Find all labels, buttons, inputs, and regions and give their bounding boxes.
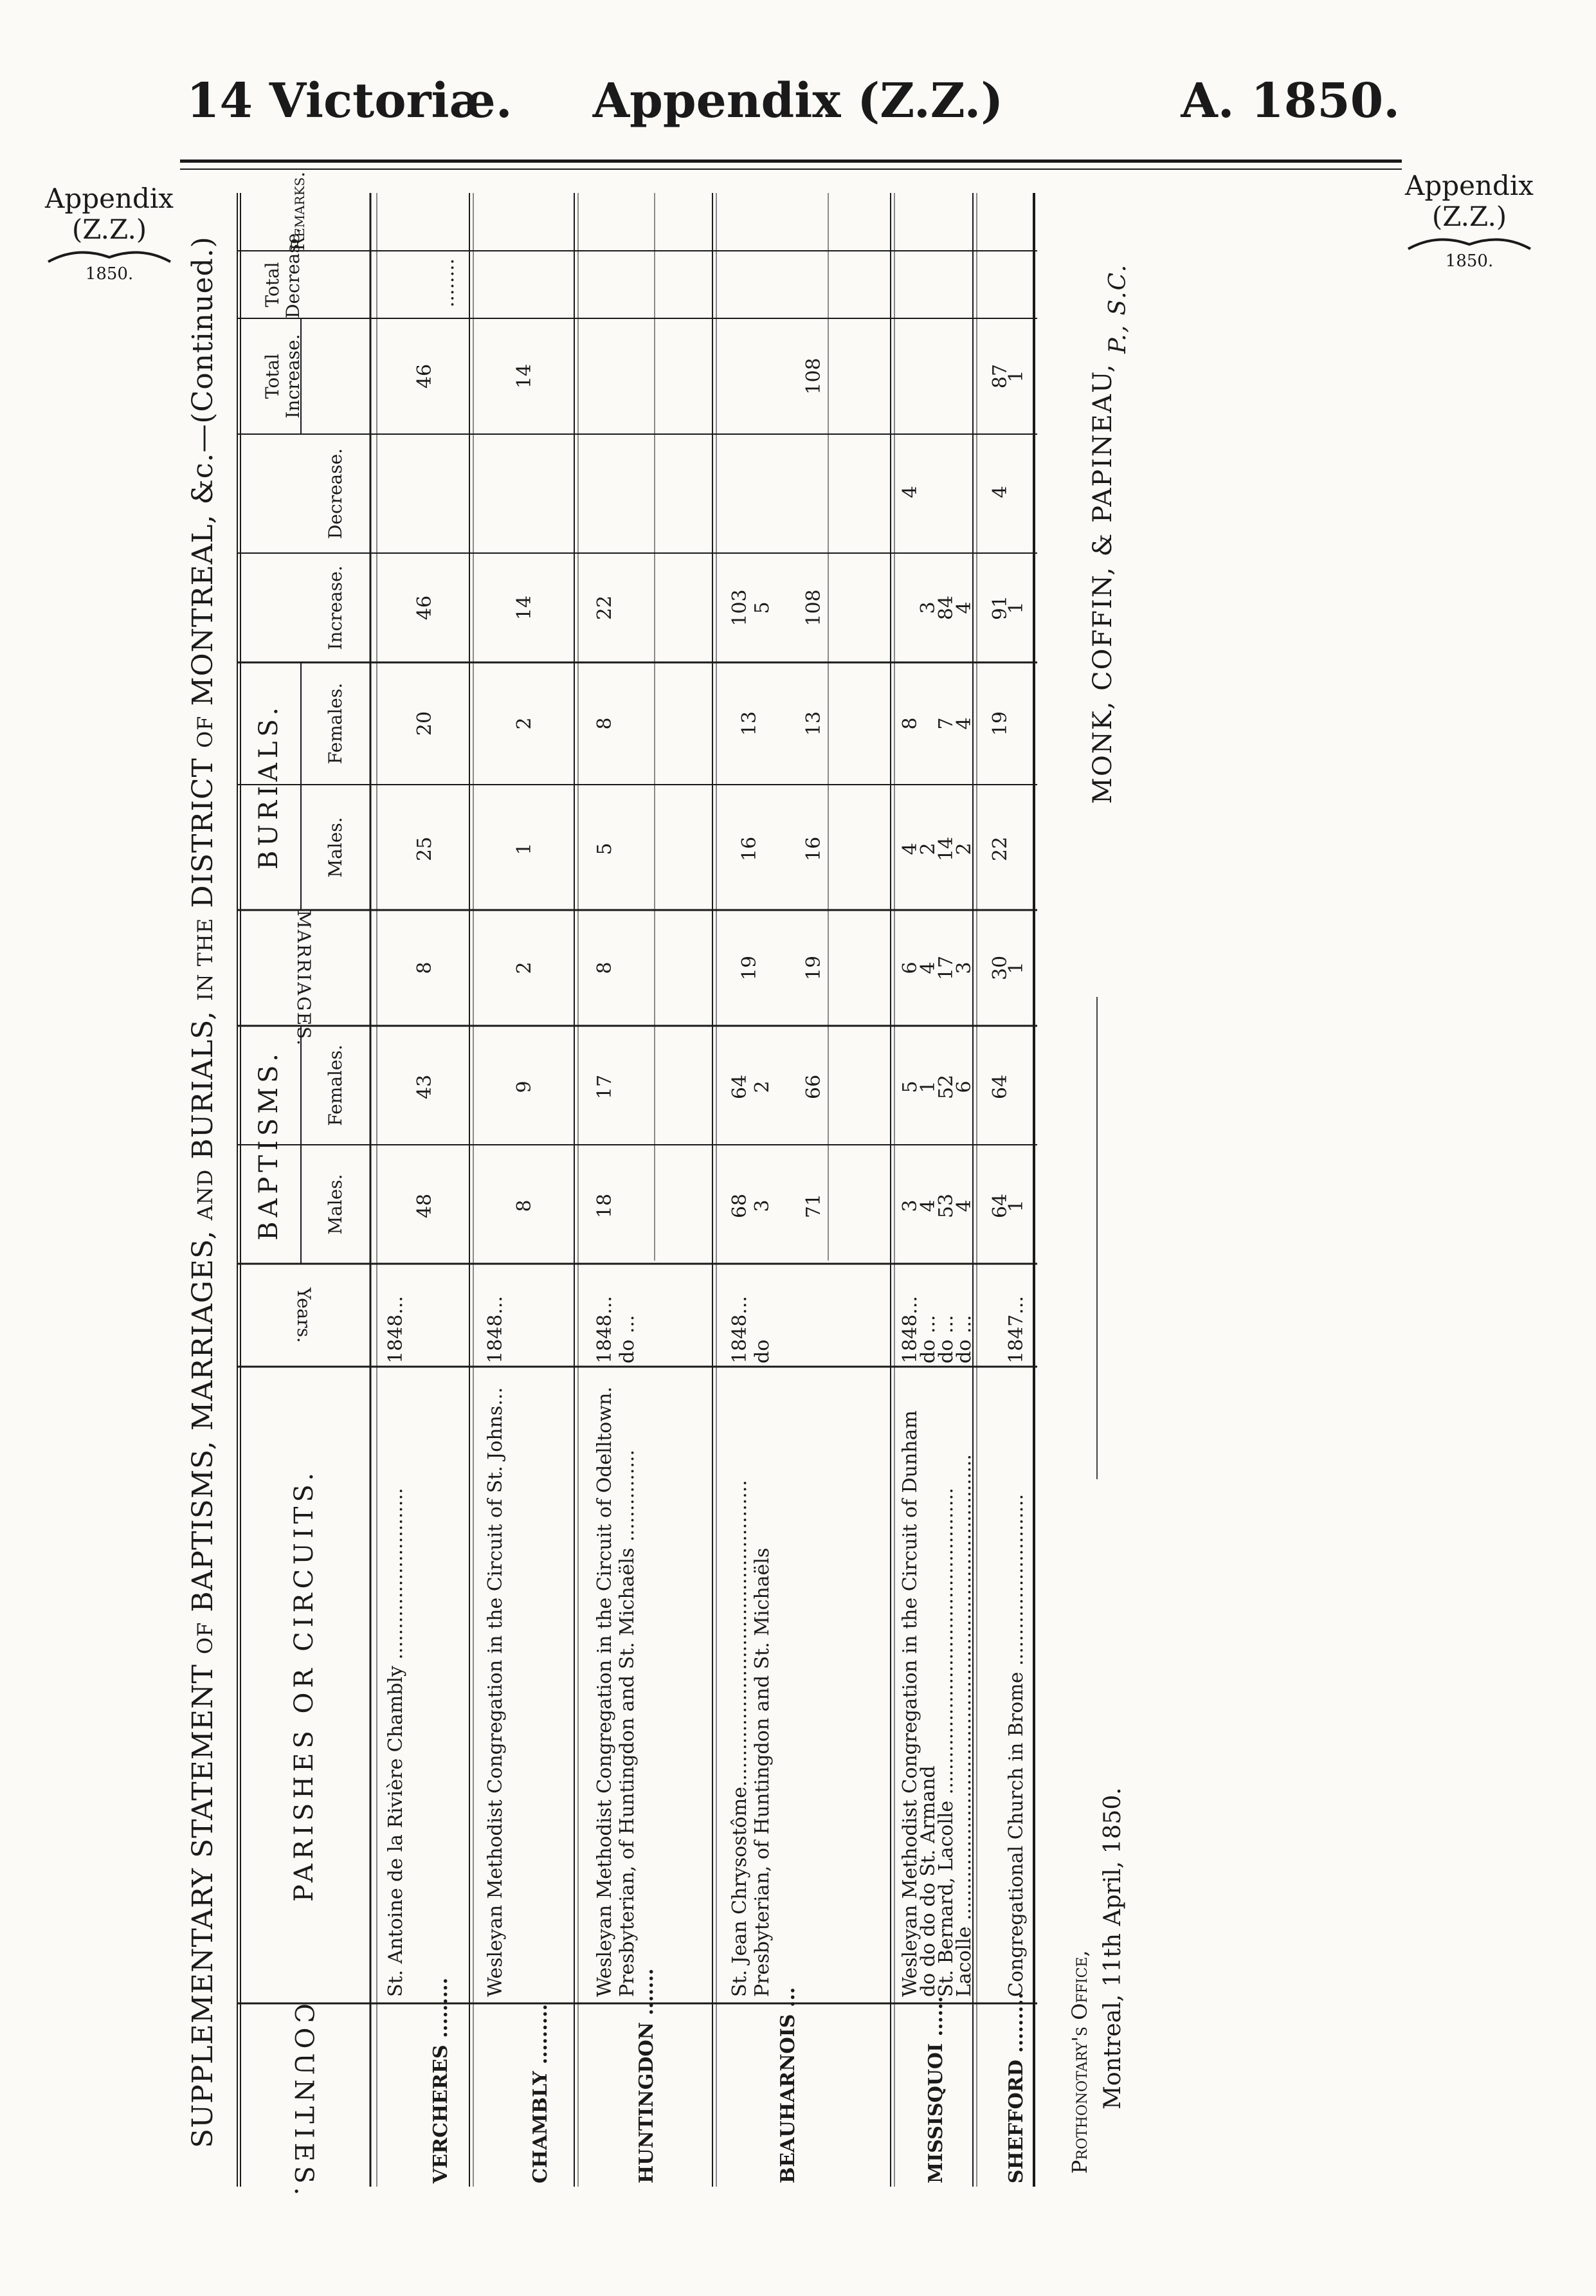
bapt-f-cell: 1 [917, 1080, 939, 1093]
bur-m-cell: 16 [738, 836, 761, 862]
bapt-f-cell: 43 [413, 1074, 436, 1100]
marr-cell: 6 [899, 961, 921, 974]
margin-note-right [1392, 170, 1546, 271]
margin-sub: (Z.Z.) [1431, 201, 1507, 233]
inc-cell: 14 [513, 595, 536, 621]
bur-m-cell: 14 [935, 836, 957, 862]
inc-cell: 22 [594, 595, 616, 621]
county-cell: MISSISQUOI ...... [925, 1996, 947, 2183]
bur-f-cell: 13 [738, 711, 761, 736]
col-marriages-header: MARRIAGES. [293, 910, 314, 1047]
office-title: Prothonotary's Office, [1067, 1950, 1092, 2174]
sum-bapt-f: 66 [803, 1074, 825, 1100]
header-right: A. 1850. [1181, 73, 1400, 129]
marr-cell: 4 [917, 961, 939, 974]
col-bapt-females: Females. [325, 1044, 346, 1126]
bapt-f-cell: 6 [953, 1080, 975, 1093]
header-left: 14 Victoriæ. [186, 73, 512, 129]
bapt-f-cell: 64 [729, 1074, 751, 1100]
parish-cell: Wesleyan Methodist Congregation in the Circuit of St. Johns... [484, 1387, 507, 1997]
statement-title: SUPPLEMENTARY STATEMENT OF BAPTISMS, MARRIAGES, AND BURIALS, IN THE DISTRICT OF MONTREAL, &c.—(Continued.) [186, 236, 219, 2148]
sum-bur-m: 22 [989, 836, 1011, 862]
county-cell: CHAMBLY ......... [529, 2003, 552, 2183]
bapt-f-cell: 52 [935, 1074, 957, 1100]
parish-cell: Presbyterian, of Huntingdon and St. Michaëls [751, 1547, 774, 1997]
parish-cell: Presbyterian, of Huntingdon and St. Michaëls ............... [616, 1450, 639, 1997]
county-cell: VERCHERES ......... [430, 1977, 452, 2183]
bapt-m-cell: 3 [751, 1199, 774, 1212]
tot-inc-cell: 1 [1005, 370, 1028, 383]
marr-cell: 1 [1005, 961, 1028, 974]
tot-inc-cell: 14 [513, 363, 536, 389]
parish-cell: do do do do St. Armand [917, 1765, 939, 1997]
bapt-m-cell: 3 [899, 1199, 921, 1212]
burials-header: BURIALS. [254, 702, 284, 870]
marr-cell: 17 [935, 955, 957, 981]
bur-m-cell: 1 [513, 843, 536, 855]
col-counties-header: COUNTIES. [289, 2003, 318, 2200]
bur-m-cell: 5 [594, 843, 616, 855]
bapt-m-cell: 53 [935, 1193, 957, 1219]
bapt-m-cell: 4 [953, 1199, 975, 1212]
year-cell: do ... [953, 1315, 975, 1363]
bapt-m-cell: 68 [729, 1193, 751, 1219]
bapt-f-cell: 9 [513, 1080, 536, 1093]
margin-label: Appendix [1404, 170, 1534, 201]
parish-cell: St. Jean Chrysostôme.................................................. [729, 1480, 751, 1997]
parish-cell: Wesleyan Methodist Congregation in the Circuit of Odelltown. [594, 1387, 616, 1997]
bur-f-cell: 2 [513, 717, 536, 730]
bapt-f-cell: 17 [594, 1074, 616, 1100]
signature-line [1096, 997, 1098, 1479]
marr-cell: 2 [513, 961, 536, 974]
year-cell: 1848... [899, 1296, 921, 1363]
statement-table [237, 171, 1037, 2200]
parish-cell: Lacolle ............................................................................ [953, 1454, 975, 1997]
bur-f-cell: 4 [953, 717, 975, 730]
bur-f-cell: 20 [413, 711, 436, 736]
brace-icon [1405, 233, 1534, 252]
signature-title: P., S.C. [1105, 263, 1131, 354]
dec-cell: 4 [899, 486, 921, 498]
tot-dec-cell: ........ [436, 258, 458, 308]
county-cell: HUNTINGDON ....... [635, 1968, 658, 2183]
sum-bapt-m: 71 [803, 1193, 825, 1219]
marr-cell: 19 [738, 955, 761, 981]
bur-f-cell: 8 [594, 717, 616, 730]
header-rule [180, 159, 1402, 163]
year-cell: 1848... [729, 1296, 751, 1363]
bapt-m-cell: 48 [413, 1193, 436, 1219]
inc-cell: 1 [1005, 601, 1028, 614]
year-cell: do ... [917, 1315, 939, 1363]
tot-inc-cell: 87 [989, 363, 1011, 389]
col-bur-males: Males. [325, 817, 346, 878]
col-years-header: Years. [293, 1288, 314, 1343]
bur-m-cell: 2 [953, 843, 975, 855]
sum-bapt-m: 64 [989, 1193, 1011, 1219]
office-date: Montreal, 11th April, 1850. [1100, 1787, 1126, 2109]
signature [1080, 225, 1131, 804]
sum-dec: 4 [989, 486, 1011, 498]
county-cell: BEAUHARNOIS ... [777, 1987, 799, 2183]
bapt-m-cell: 4 [917, 1199, 939, 1212]
sum-bur-f: 13 [803, 711, 825, 736]
bur-m-cell: 2 [917, 843, 939, 855]
col-remarks: Remarks. [287, 171, 309, 251]
margin-sub: (Z.Z.) [71, 214, 147, 246]
marr-cell: 8 [594, 961, 616, 974]
baptisms-header: BAPTISMS. [254, 1049, 284, 1241]
sum-bur-f: 19 [989, 711, 1011, 736]
inc-cell: 46 [413, 595, 436, 621]
marr-cell: 3 [953, 961, 975, 974]
col-decrease: Decrease. [325, 448, 346, 540]
parish-cell: Wesleyan Methodist Congregation in the Circuit of Dunham [899, 1410, 921, 1997]
tot-inc-cell: 108 [803, 358, 825, 395]
inc-cell: 5 [751, 601, 774, 614]
bapt-f-cell: 5 [899, 1080, 921, 1093]
bapt-f-cell: 2 [751, 1080, 774, 1093]
bapt-m-cell: 18 [594, 1193, 616, 1219]
rotated-statement [174, 171, 1267, 2200]
year-cell: do ... [935, 1315, 957, 1363]
sum-bur-m: 16 [803, 836, 825, 862]
year-cell: do [751, 1339, 774, 1363]
parish-cell: St. Bernard, Lacolle .................................................. [935, 1488, 957, 1997]
margin-year: 1850. [1445, 251, 1494, 271]
bur-f-cell: 7 [935, 717, 957, 730]
col-bur-females: Females. [325, 682, 346, 765]
bur-m-cell: 4 [899, 843, 921, 855]
tot-inc-cell: 46 [413, 363, 436, 389]
year-cell: 1848... [385, 1296, 407, 1363]
inc-cell: 103 [729, 589, 751, 626]
inc-cell: 84 [935, 595, 957, 621]
signature-names: MONK, COFFIN, & PAPINEAU, [1088, 363, 1118, 804]
marr-cell: 8 [413, 961, 436, 974]
parish-cell: St. Antoine de la Rivière Chambly ............................ [385, 1488, 407, 1997]
margin-year: 1850. [85, 264, 134, 284]
col-total-decrease: Total Decrease. [262, 227, 304, 318]
sum-bapt-f: 64 [989, 1074, 1011, 1100]
col-total-increase: Total Increase. [262, 334, 304, 419]
year-cell: 1848... [484, 1296, 507, 1363]
sum-inc: 108 [803, 589, 825, 626]
year-cell: do ... [616, 1315, 639, 1363]
header-rule-thin [180, 169, 1402, 170]
inc-cell: 3 [917, 601, 939, 614]
bapt-m-cell: 8 [513, 1199, 536, 1212]
col-bapt-males: Males. [325, 1174, 346, 1235]
county-cell: SHEFFORD ......... [1005, 1992, 1028, 2183]
bur-m-cell: 25 [413, 836, 436, 862]
margin-note-left [35, 183, 183, 284]
header-center: Appendix (Z.Z.) [592, 73, 1004, 129]
margin-label: Appendix [44, 183, 174, 214]
sum-marr: 30 [989, 955, 1011, 981]
year-cell: 1848... [594, 1296, 616, 1363]
parish-cell: Congregational Church in Brome ............................ [1005, 1493, 1028, 1997]
col-increase: Increase. [325, 565, 346, 650]
brace-icon [45, 246, 174, 265]
sum-marr: 19 [803, 955, 825, 981]
col-parishes-header: PARISHES OR CIRCUITS. [289, 1468, 319, 1902]
year-cell: 1847... [1005, 1296, 1028, 1363]
sum-inc: 91 [989, 595, 1011, 621]
bapt-m-cell: 1 [1005, 1199, 1028, 1212]
inc-cell: 4 [953, 601, 975, 614]
bur-f-cell: 8 [899, 717, 921, 730]
